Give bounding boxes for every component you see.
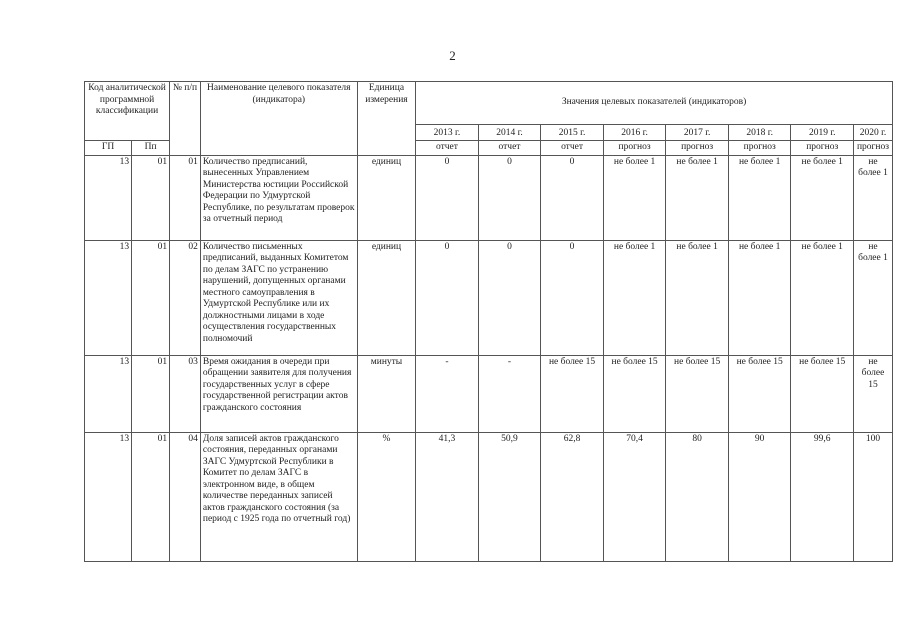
pp-cell: 01: [132, 155, 170, 240]
number-cell: 02: [170, 240, 201, 355]
value-cell: 0: [478, 155, 541, 240]
indicators-table: [84, 81, 893, 562]
value-cell: 62,8: [541, 432, 604, 561]
value-cell: не более 15: [541, 355, 604, 432]
status-header: прогноз: [854, 141, 893, 156]
value-cell: не более 1: [791, 155, 854, 240]
status-header: прогноз: [603, 141, 666, 156]
value-cell: не более 1: [728, 155, 791, 240]
number-cell: 03: [170, 355, 201, 432]
value-cell: 41,3: [416, 432, 479, 561]
status-header: отчет: [416, 141, 479, 156]
value-cell: -: [478, 355, 541, 432]
value-cell: не более 1: [854, 240, 893, 355]
value-cell: не более 1: [603, 155, 666, 240]
value-cell: 50,9: [478, 432, 541, 561]
table-row: [85, 355, 893, 432]
year-header: 2014 г.: [478, 125, 541, 141]
unit-cell: минуты: [357, 355, 415, 432]
pp-header: Пп: [132, 141, 170, 156]
indicator-name-cell: Время ожидания в очереди при обращении заявителя для получения государственных услуг в сфере государственной регистрации актов гражданского состояния: [200, 355, 357, 432]
pp-cell: 01: [132, 432, 170, 561]
values-header: Значения целевых показателей (индикаторов): [416, 82, 893, 125]
status-header: отчет: [541, 141, 604, 156]
unit-cell: единиц: [357, 240, 415, 355]
unit-cell: %: [357, 432, 415, 561]
value-cell: 0: [541, 240, 604, 355]
value-cell: не более 1: [603, 240, 666, 355]
value-cell: не более 1: [791, 240, 854, 355]
value-cell: не более 15: [666, 355, 729, 432]
page-number: 2: [449, 48, 456, 63]
value-cell: не более 15: [791, 355, 854, 432]
value-cell: 80: [666, 432, 729, 561]
unit-header: Единица измерения: [357, 82, 415, 156]
value-cell: не более 15: [728, 355, 791, 432]
year-header: 2019 г.: [791, 125, 854, 141]
value-cell: 0: [541, 155, 604, 240]
value-cell: 90: [728, 432, 791, 561]
unit-cell: единиц: [357, 155, 415, 240]
status-header: прогноз: [791, 141, 854, 156]
value-cell: не более 1: [854, 155, 893, 240]
indicator-name-cell: Количество письменных предписаний, выданных Комитетом по делам ЗАГС по устранению нарушений, допущенных органами местного самоуправления в Удмуртской Республике или их должностными лицами в ходе осуществления государственных полномочий: [200, 240, 357, 355]
value-cell: не более 15: [603, 355, 666, 432]
gp-cell: 13: [85, 240, 132, 355]
gp-cell: 13: [85, 355, 132, 432]
number-cell: 01: [170, 155, 201, 240]
gp-cell: 13: [85, 155, 132, 240]
number-cell: 04: [170, 432, 201, 561]
pp-cell: 01: [132, 355, 170, 432]
status-header: прогноз: [728, 141, 791, 156]
year-header: 2013 г.: [416, 125, 479, 141]
year-header: 2020 г.: [854, 125, 893, 141]
year-header: 2015 г.: [541, 125, 604, 141]
value-cell: 100: [854, 432, 893, 561]
value-cell: 70,4: [603, 432, 666, 561]
indicator-name-header: Наименование целевого показателя (индикатора): [200, 82, 357, 156]
gp-header: ГП: [85, 141, 132, 156]
value-cell: не более 1: [666, 155, 729, 240]
value-cell: не более 15: [854, 355, 893, 432]
value-cell: 0: [416, 240, 479, 355]
status-header: отчет: [478, 141, 541, 156]
value-cell: 99,6: [791, 432, 854, 561]
year-header: 2018 г.: [728, 125, 791, 141]
code-header: Код аналитической программной классификации: [85, 82, 170, 141]
value-cell: не более 1: [666, 240, 729, 355]
status-header: прогноз: [666, 141, 729, 156]
number-header: № п/п: [170, 82, 201, 156]
gp-cell: 13: [85, 432, 132, 561]
indicator-name-cell: Доля записей актов гражданского состояния, переданных органами ЗАГС Удмуртской Республики в Комитет по делам ЗАГС в электронном виде, в общем количестве переданных записей актов гражданского состояния (за период с 1925 года по отчетный год): [200, 432, 357, 561]
value-cell: -: [416, 355, 479, 432]
value-cell: не более 1: [728, 240, 791, 355]
year-header: 2017 г.: [666, 125, 729, 141]
table-row: [85, 432, 893, 561]
value-cell: 0: [416, 155, 479, 240]
value-cell: 0: [478, 240, 541, 355]
table-row: [85, 240, 893, 355]
pp-cell: 01: [132, 240, 170, 355]
year-header: 2016 г.: [603, 125, 666, 141]
table-row: [85, 155, 893, 240]
indicator-name-cell: Количество предписаний, вынесенных Управлением Министерства юстиции Российской Федерации по Удмуртской Республике, по результатам проверок за отчетный период: [200, 155, 357, 240]
